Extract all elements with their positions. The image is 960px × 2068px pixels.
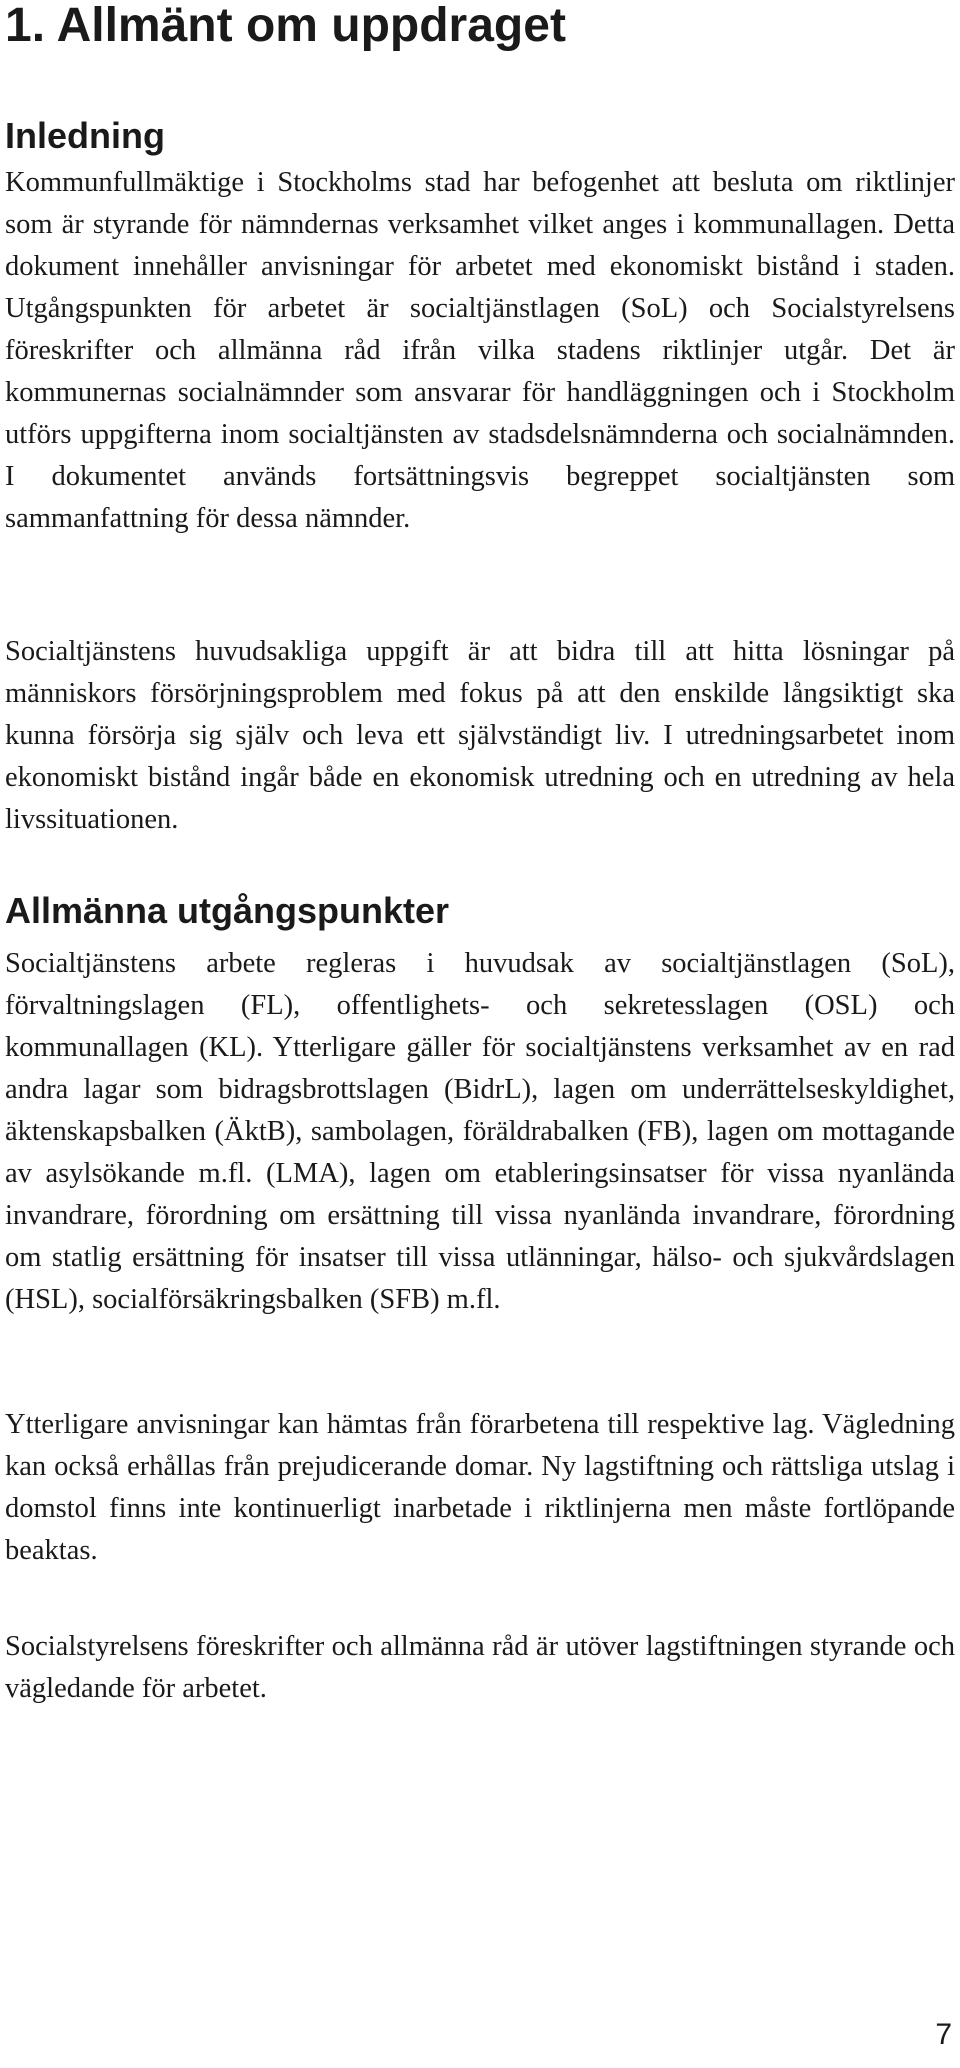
section-heading-inledning: Inledning [5, 115, 165, 156]
paragraph-utgangspunkter-1: Socialtjänstens arbete regleras i huvudsak av socialtjänstlagen (SoL), förvaltningslagen (FL), offentlighets- och sekretesslagen (OSL) och kommunallagen (KL). Ytterligare gäller för socialtjänstens verksamhet av en rad andra lagar som bidragsbrottslagen (BidrL), lagen om underrättelseskyldighet, äktenskapsbalken (ÄktB), sambolagen, föräldrabalken (FB), lagen om mottagande av asylsökande m.fl. (LMA), lagen om etableringsinsatser för vissa nyanlända invandrare, förordning om ersättning till vissa nyanlända invandrare, förordning om statlig ersättning för insatser till vissa utlänningar, hälso- och sjukvårdslagen (HSL), socialförsäkringsbalken (SFB) m.fl. [5, 948, 955, 1315]
section-heading-allmanna-utgangspunkter: Allmänna utgångspunkter [5, 890, 450, 931]
chapter-title: 1. Allmänt om uppdraget [5, 0, 566, 52]
paragraph-utgangspunkter-2: Ytterligare anvisningar kan hämtas från förarbetena till respektive lag. Vägledning kan också erhållas från prejudicerande domar. Ny lagstiftning och rättsliga utslag i domstol finns inte kontinuerligt inarbetade i riktlinjerna men måste fortlöpande beaktas. [5, 1409, 955, 1566]
paragraph-inledning-1: Kommunfullmäktige i Stockholms stad har befogenhet att besluta om riktlinjer som är styrande för nämndernas verksamhet vilket anges i kommunallagen. Detta dokument innehåller anvisningar för arbetet med ekonomiskt bistånd i staden. Utgångspunkten för arbetet är socialtjänstlagen (SoL) och Socialstyrelsens föreskrifter och allmänna råd ifrån vilka stadens riktlinjer utgår. Det är kommunernas socialnämnder som ansvarar för handläggningen och i Stockholm utförs uppgifterna inom socialtjänsten av stadsdelsnämnderna och socialnämnden. I dokumentet används fortsättningsvis begreppet socialtjänsten som sammanfattning för dessa nämnder. [5, 167, 955, 534]
paragraph-utgangspunkter-3: Socialstyrelsens föreskrifter och allmänna råd är utöver lagstiftningen styrande och vägledande för arbetet. [5, 1631, 955, 1704]
paragraph-inledning-2: Socialtjänstens huvudsakliga uppgift är att bidra till att hitta lösningar på människors försörjningsproblem med fokus på att den enskilde långsiktigt ska kunna försörja sig själv och leva ett självständigt liv. I utredningsarbetet inom ekonomiskt bistånd ingår både en ekonomisk utredning och en utredning av hela livssituationen. [5, 636, 955, 835]
page-number: 7 [935, 2018, 952, 2051]
